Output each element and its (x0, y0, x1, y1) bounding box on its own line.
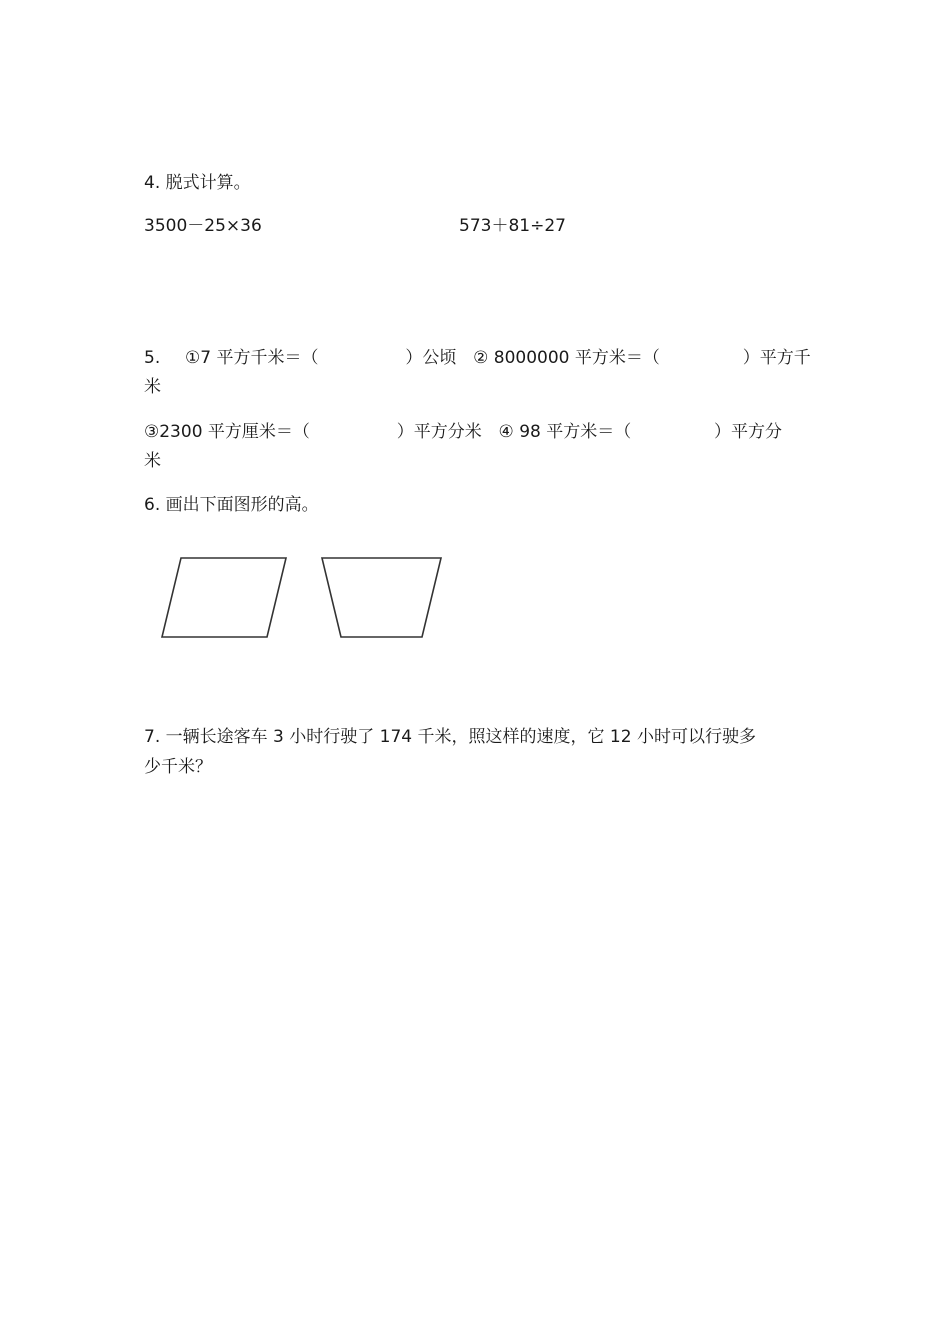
q5-item3-prefix: ③2300 平方厘米＝（ (144, 422, 310, 442)
q5-line-3 (144, 420, 782, 444)
q4-title: 4. 脱式计算。 (144, 173, 251, 193)
parallelogram-shape (162, 558, 286, 637)
q6-title: 6. 画出下面图形的高。 (144, 495, 319, 515)
q7-line-1: 7. 一辆长途客车 3 小时行驶了 174 千米，照这样的速度，它 12 小时可以行驶多 (144, 727, 756, 747)
q5-line-1 (144, 346, 811, 370)
q6-figures (150, 545, 460, 655)
q5-item1-prefix: ①7 平方千米＝（ (185, 348, 319, 368)
q5-item1-suffix: ）公顷 (405, 348, 457, 368)
q5-item3-suffix: ）平方分米 (396, 422, 482, 442)
trapezoid-shape (322, 558, 441, 637)
q7-line-2: 少千米？ (144, 757, 212, 777)
q6-shapes (150, 545, 460, 655)
q4-expression-1: 3500－25×36 (144, 216, 262, 236)
q4-expression-2: 573＋81÷27 (459, 216, 566, 236)
q5-label: 5. (144, 348, 161, 368)
q5-item4-prefix: ④ 98 平方米＝（ (498, 422, 632, 442)
q5-item4-suffix: ）平方分 (714, 422, 783, 442)
q5-item4-wrap: 米 (144, 451, 161, 471)
q5-item2-prefix: ② 8000000 平方米＝（ (473, 348, 660, 368)
q5-item2-wrap: 米 (144, 377, 161, 397)
q5-item2-suffix: ）平方千 (742, 348, 811, 368)
